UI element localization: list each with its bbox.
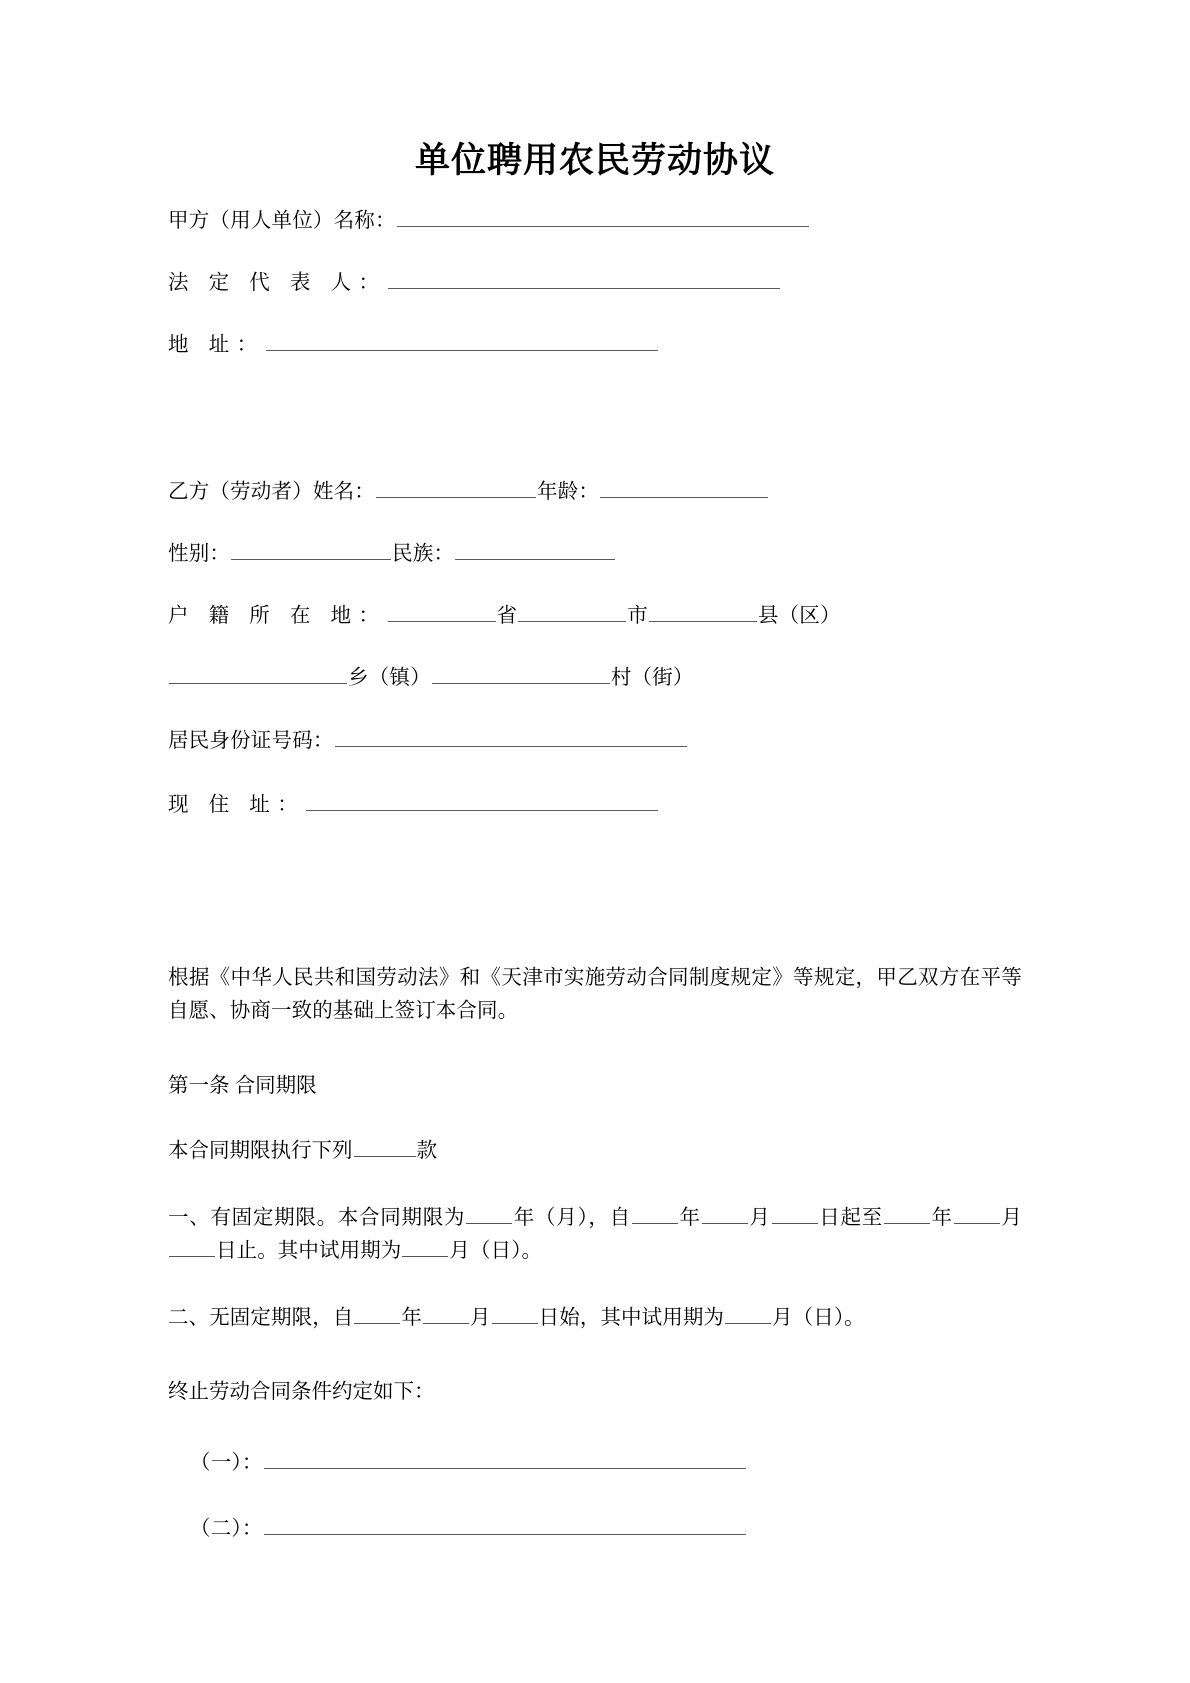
condition-one-blank[interactable] [264,1449,746,1469]
condition-two-label: （二）： [190,1518,263,1541]
item-two-p2: 年 [401,1307,423,1330]
household-township-blank[interactable] [169,664,347,684]
item-one-p2: 年（月），自 [513,1206,631,1229]
id-number-blank[interactable] [335,728,687,748]
party-a-name-blank[interactable] [397,207,809,227]
item-two-p1: 二、无固定期限，自 [168,1307,354,1330]
legal-rep-blank[interactable] [388,269,780,289]
item-two-month-blank[interactable] [423,1305,469,1324]
item-one-p8: 日止。其中试用期为 [216,1240,402,1263]
household-township-row [168,663,1022,695]
party-a-name-row [168,206,1022,238]
clause-one-intro-blank[interactable] [354,1138,416,1157]
legal-rep-row [168,268,1022,300]
termination-condition-two [168,1514,1022,1546]
item-two-p5: 月（日）。 [772,1307,865,1330]
clause-one-intro-suffix: 款 [416,1140,437,1163]
household-label: 户 籍 所 在 地： [168,604,387,627]
item-two-day-blank[interactable] [492,1305,538,1324]
party-a-address-blank[interactable] [266,331,658,351]
party-b-name-blank[interactable] [376,478,536,498]
item-one-probation-blank[interactable] [402,1238,448,1257]
household-village-blank[interactable] [432,664,610,684]
household-county-blank[interactable] [649,602,757,622]
item-one-p9: 月（日）。 [449,1240,543,1263]
party-b-age-label: 年龄： [537,481,600,504]
item-two-p3: 月 [470,1307,491,1330]
clause-one-heading: 第一条 合同期限 [168,1075,317,1098]
party-a-address-row [168,330,1022,362]
party-a-name-label: 甲方（用人单位）名称： [168,210,396,232]
item-one-p1: 一、有固定期限。本合同期限为 [168,1206,466,1229]
clause-one-item-one [168,1202,1022,1268]
legal-rep-label: 法 定 代 表 人： [168,271,387,294]
item-two-probation-blank[interactable] [725,1305,771,1324]
party-b-gender-row [168,539,1022,571]
party-b-gender-blank[interactable] [231,540,391,560]
item-one-p6: 年 [930,1206,953,1229]
item-one-p3: 年 [678,1206,701,1229]
household-row [168,601,1022,633]
preamble-paragraph: 根据《中华人民共和国劳动法》和《天津市实施劳动合同制度规定》等规定，甲乙双方在平等自愿、协商一致的基础上签订本合同。 [168,966,1022,1023]
item-one-end-year-blank[interactable] [884,1204,930,1223]
household-province-blank[interactable] [388,602,496,622]
item-two-p4: 日始，其中试用期为 [538,1307,725,1330]
party-b-ethnicity-label: 民族： [392,543,455,566]
document-body [168,0,1022,1546]
current-address-blank[interactable] [306,791,658,811]
current-address-label: 现 住 址： [168,794,306,817]
id-number-row [168,726,1022,758]
household-township-suffix: 乡（镇） [348,666,431,689]
household-county-suffix: 县（区） [757,604,841,627]
household-province-suffix: 省 [496,604,518,627]
item-one-start-year-blank[interactable] [632,1204,678,1223]
party-a-address-label: 地 址： [168,333,265,356]
household-village-suffix: 村（街） [610,666,694,689]
item-one-p5: 日起至 [818,1206,883,1229]
party-b-gender-label: 性别： [168,543,231,566]
spacer-preamble [168,822,1022,962]
party-b-ethnicity-blank[interactable] [455,540,615,560]
clause-one-intro [168,1135,1022,1168]
termination-intro: 终止劳动合同条件约定如下： [168,1380,435,1403]
spacer-party-sections [168,361,1022,477]
party-b-name-label: 乙方（劳动者）姓名： [168,481,375,504]
item-one-end-month-blank[interactable] [954,1204,1000,1223]
household-city-blank[interactable] [518,602,626,622]
clause-one-intro-prefix: 本合同期限执行下列 [168,1140,353,1163]
current-address-row [168,790,1022,822]
condition-two-blank[interactable] [264,1515,746,1535]
item-one-p4: 月 [748,1206,771,1229]
item-one-end-day-blank[interactable] [169,1238,215,1257]
household-city-suffix: 市 [627,604,648,627]
condition-one-label: （一）： [190,1452,263,1475]
termination-condition-one [168,1448,1022,1480]
clause-one-item-two [168,1302,1022,1335]
item-one-start-month-blank[interactable] [702,1204,748,1223]
party-b-age-blank[interactable] [600,478,768,498]
item-one-start-day-blank[interactable] [772,1204,818,1223]
item-one-p7: 月 [1000,1206,1023,1229]
party-b-name-row [168,477,1022,509]
id-number-label: 居民身份证号码： [168,730,334,753]
item-one-duration-blank[interactable] [466,1204,512,1223]
page-title: 单位聘用农民劳动协议 [414,141,775,180]
item-two-year-blank[interactable] [354,1305,400,1324]
